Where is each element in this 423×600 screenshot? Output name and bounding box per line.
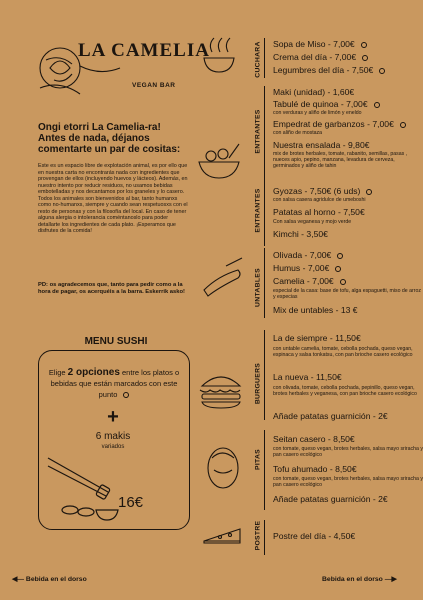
salad-bowl-icon [195,140,243,184]
item-tofu: Tofu ahumado - 8,50€ [273,464,357,474]
item-patatas-desc: Con salsa veganesa y mojo verde [273,219,352,225]
bread-spread-icon [198,256,246,302]
item-anade-1: Añade patatas guarnición - 2€ [273,411,388,421]
item-seitan: Seitan casero - 8,50€ [273,434,355,444]
item-tabule: Tabulé de quinoa - 7,00€ [273,99,380,109]
footer-right: Bebida en el dorso —▶ [322,576,397,583]
sushi-instructions: Elige 2 opciones entre los platos o bebidas que están marcados con este punto [48,367,180,399]
chopsticks-sushi-icon [44,452,124,524]
cake-slice-icon [200,515,244,549]
item-ensalada: Nuestra ensalada - 9,80€ [273,140,370,150]
item-humus: Humus - 7,00€ [273,263,341,273]
brand-subtitle: VEGAN BAR [132,82,176,89]
section-burgers: BURGUERS [254,362,262,405]
item-camelia: Camelia - 7,00€ [273,276,346,286]
footer-left: ◀— Bebida en el dorso [12,576,87,583]
sushi-menu-title: MENU SUSHI [84,336,148,347]
item-kimchi: Kimchi - 3,50€ [273,229,328,239]
item-siempre-desc: con untable camelia, tomate, cebolla pochada, queso vegan, espinaca y salsa tonkatsu, con pan brioche casero ecológico [273,346,413,359]
sushi-option-dot-icon [400,122,406,128]
item-seitan-desc: con tomate, queso vegan, brotes herbales, salsa mayo sriracha y pan casero ecológico [273,446,423,459]
arrow-right-icon: —▶ [382,576,397,583]
burger-icon [198,368,244,410]
sushi-option-dot-icon [123,392,129,398]
item-empedrat: Empedrat de garbanzos - 7,00€ [273,119,406,129]
section-postre: POSTRE [254,520,262,551]
item-nueva: La nueva - 11,50€ [273,372,342,382]
sushi-option-dot-icon [337,253,343,259]
section-cuchara: CUCHARA [254,41,262,78]
section-entrantes-1: ENTRANTES [254,109,262,154]
item-camelia-desc: especial de la casa: base de tofu, alga espaguetti, miso de arroz y especias [273,288,421,301]
intro-body: Este es un espacio libre de explotación animal, es por ello que en nuestra carta no encontrarás nada con ingredientes que provengan de ellos (incluyendo huevos y lácteos). Además, en nuestro intento por reducir residuos, no usamos bebidas embotelladas y nos decantamos por los graneles y lo casero. Todos los animales son bienvenidos al bar, tanto humanxs como no-humanxs, siempre y cuando sean respetuosxs con el resto de personas y con la filosofía del local. En caso de tener alguna alergia o intolerancia coméntanoslo para poder detallarte los ingredientes de cada plato. ¡Esperamos que disfrutes de la comida! [38,163,188,234]
pita-icon [204,440,242,492]
item-anade-2: Añade patatas guarnición - 2€ [273,494,388,504]
sushi-option-dot-icon [366,189,372,195]
sushi-option-dot-icon [335,266,341,272]
sushi-option-dot-icon [362,55,368,61]
sushi-varied: variados [101,444,125,450]
sushi-plus: + [107,406,119,428]
item-mix: Mix de untables - 13 € [273,305,358,315]
sushi-makis: 6 makis [95,431,131,442]
item-crema: Crema del día - 7,00€ [273,52,368,62]
sushi-option-dot-icon [374,102,380,108]
brand-name: LA CAMELIA [78,40,210,61]
item-empedrat-desc: con aliño de mostaza [273,130,323,136]
item-gyozas-desc: con salsa casera agridulce de umeboshi [273,197,366,203]
sushi-option-dot-icon [379,68,385,74]
item-nueva-desc: con olivada, tomate, cebolla pochada, pepinillo, queso vegan, brotes herbales y veganesa, con pan brioche casero ecológico [273,385,417,398]
soup-bowl-icon [200,30,238,78]
item-tabule-desc: con verduras y aliño de limón y eneldo [273,110,362,116]
intro-pd-note: PD: os agradecemos que, tanto para pedir como a la hora de pagar, os acerquéis a la barra. Eskerrik asko! [38,282,185,295]
item-olivada: Olivada - 7,00€ [273,250,343,260]
item-gyozas: Gyozas - 7,50€ (6 uds) [273,186,372,196]
item-patatas: Patatas al horno - 7,50€ [273,207,365,217]
item-ensalada-desc: mix de brotes herbales, tomate, rabanito, semillas, pasas , nueces apio, pepino, manzana, levadura de cerveza, germinados y aliño de tahin [273,151,408,170]
section-entrantes-2: ENTRANTES [254,188,262,233]
item-legumbres: Legumbres del día - 7,50€ [273,65,385,75]
intro-heading: Ongi etorri La Camelia-ra! Antes de nada, déjanos comentarte un par de cositas: [38,122,181,155]
item-postre: Postre del día - 4,50€ [273,531,356,541]
section-untables: UNTABLES [254,268,262,307]
sushi-option-dot-icon [361,42,367,48]
item-sopa: Sopa de Miso - 7,00€ [273,39,367,49]
item-siempre: La de siempre - 11,50€ [273,333,361,343]
sushi-option-dot-icon [340,279,346,285]
arrow-left-icon: ◀— [12,576,26,583]
sushi-price: 16€ [118,494,144,511]
section-pitas: PITAS [254,449,262,471]
item-tofu-desc: con tomate, queso vegan, brotes herbales, salsa mayo sriracha y pan casero ecológico [273,476,423,489]
item-maki: Maki (unidad) - 1,60€ [273,87,355,97]
